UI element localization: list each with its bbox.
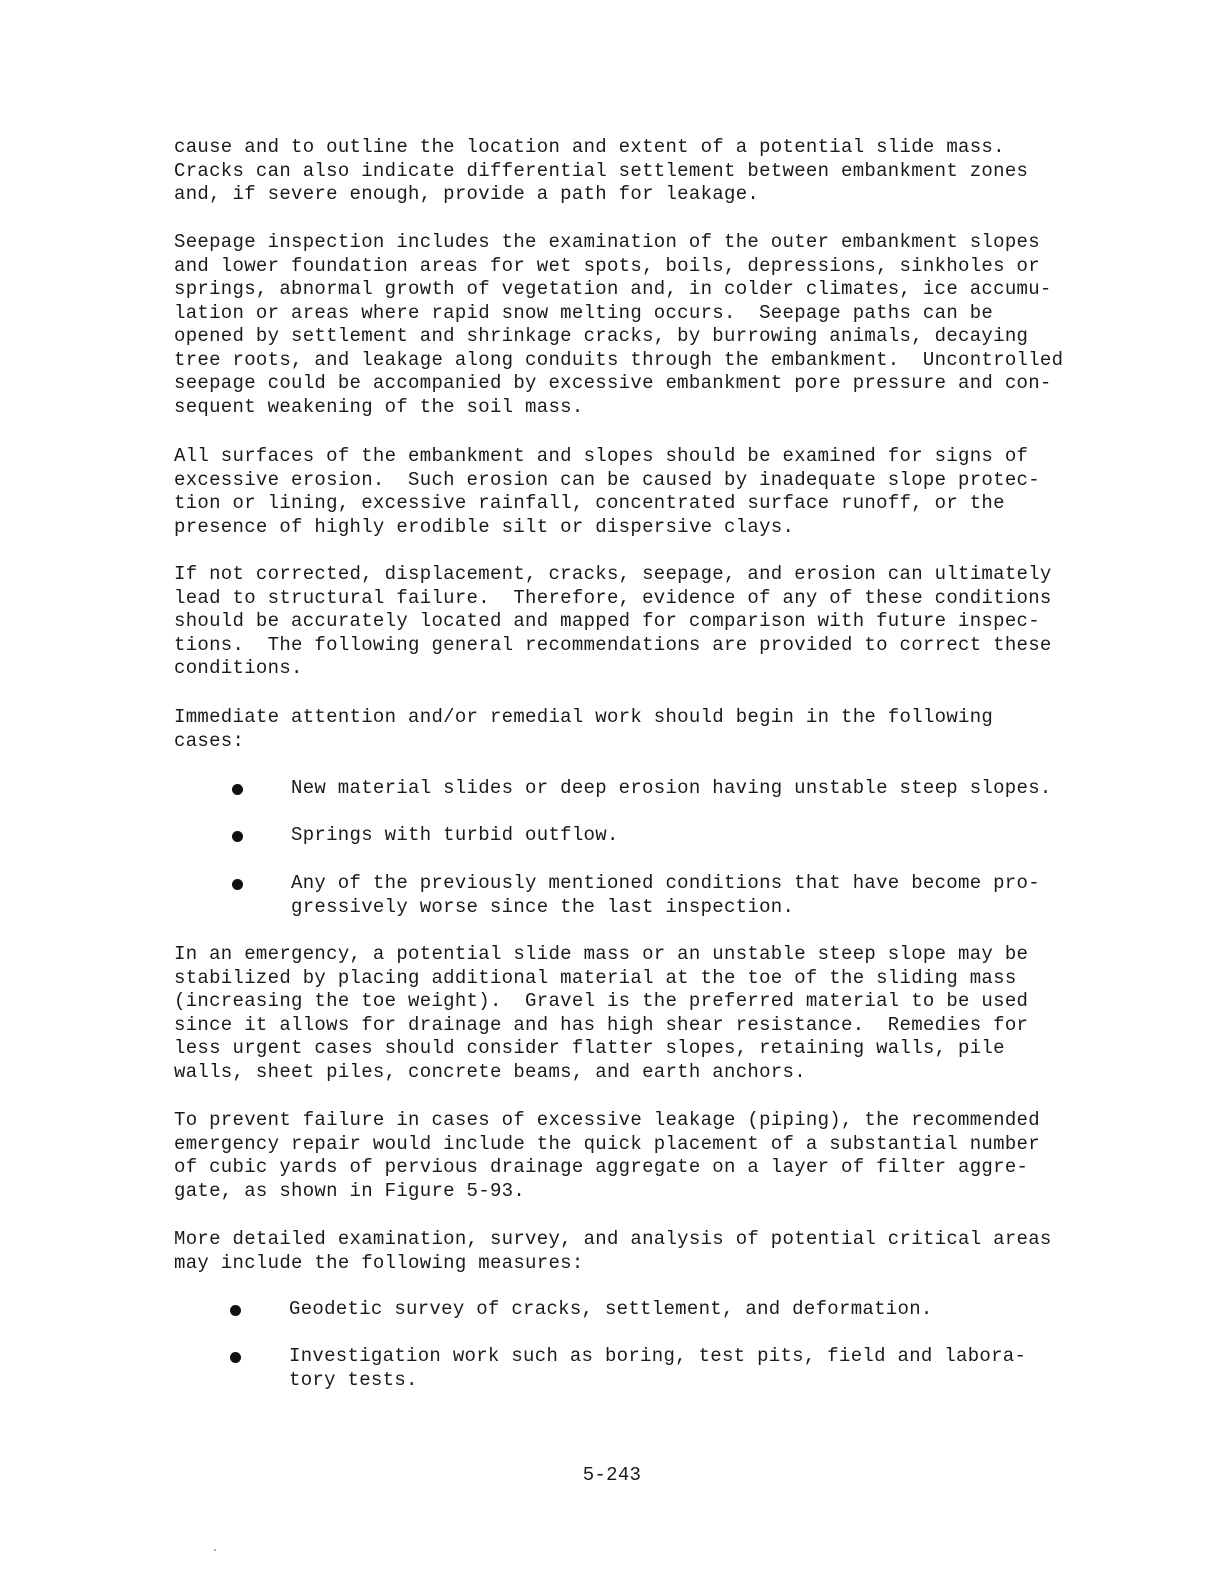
text-line: If not corrected, displacement, cracks, seepage, and erosion can ultimately <box>174 563 1052 585</box>
text-line: walls, sheet piles, concrete beams, and earth anchors. <box>174 1060 806 1083</box>
text-line: Geodetic survey of cracks, settlement, and deformation. <box>289 1298 933 1320</box>
text-line: cause and to outline the location and extent of a potential slide mass. <box>174 136 1005 158</box>
paragraph-leakage <box>174 1109 1079 1203</box>
text-line: New material slides or deep erosion having unstable steep slopes. <box>291 777 1052 799</box>
paragraph-seepage-inspection <box>174 231 1079 419</box>
text-line: gate, as shown in Figure 5-93. <box>174 1179 526 1202</box>
text-line: gressively worse since the last inspection. <box>291 895 795 918</box>
scan-speck <box>214 1549 216 1551</box>
text-line: (increasing the toe weight). Gravel is the preferred material to be used <box>174 990 1029 1012</box>
text-line: less urgent cases should consider flatter slopes, retaining walls, pile <box>174 1037 1005 1059</box>
bullet-icon <box>232 831 243 842</box>
text-line: tion or lining, excessive rainfall, concentrated surface runoff, or the <box>174 492 1005 514</box>
bullet-icon <box>232 784 243 795</box>
paragraph-erosion <box>174 445 1079 539</box>
text-line: conditions. <box>174 657 303 679</box>
text-line: Seepage inspection includes the examination of the outer embankment slopes <box>174 231 1040 253</box>
text-line: stabilized by placing additional material at the toe of the sliding mass <box>174 966 1017 989</box>
text-line: springs, abnormal growth of vegetation and, in colder climates, ice accumu- <box>174 278 1052 300</box>
text-line: presence of highly erodible silt or dispersive clays. <box>174 515 795 538</box>
text-line: Immediate attention and/or remedial work should begin in the following <box>174 706 994 728</box>
text-line: Any of the previously mentioned conditions that have become pro- <box>291 872 1040 894</box>
text-line: Investigation work such as boring, test pits, field and labora- <box>289 1345 1027 1367</box>
text-line: Cracks can also indicate differential settlement between embankment zones <box>174 159 1029 182</box>
text-line: of cubic yards of pervious drainage aggregate on a layer of filter aggre- <box>174 1156 1029 1178</box>
text-line: To prevent failure in cases of excessive leakage (piping), the recommended <box>174 1109 1040 1131</box>
paragraph-emergency <box>174 943 1079 1084</box>
text-line: sequent weakening of the soil mass. <box>174 395 584 418</box>
page-number: 5-243 <box>582 1464 642 1486</box>
text-line: More detailed examination, survey, and analysis of potential critical areas <box>174 1228 1052 1250</box>
text-line: cases: <box>174 729 245 752</box>
bullet-icon <box>232 879 243 890</box>
paragraph-immediate-attention <box>174 706 1079 753</box>
text-line: may include the following measures: <box>174 1251 584 1274</box>
text-line: Springs with turbid outflow. <box>291 824 619 846</box>
text-line: All surfaces of the embankment and slopes should be examined for signs of <box>174 445 1029 467</box>
text-line: seepage could be accompanied by excessive embankment pore pressure and con- <box>174 372 1052 394</box>
text-line: since it allows for drainage and has high shear resistance. Remedies for <box>174 1013 1029 1036</box>
text-line: and lower foundation areas for wet spots, boils, depressions, sinkholes or <box>174 254 1040 277</box>
text-line: should be accurately located and mapped for comparison with future inspec- <box>174 610 1040 632</box>
paragraph-structural-failure <box>174 563 1079 681</box>
text-line: emergency repair would include the quick placement of a substantial number <box>174 1132 1040 1155</box>
text-line: excessive erosion. Such erosion can be caused by inadequate slope protec- <box>174 468 1040 491</box>
bullet-icon <box>230 1305 241 1316</box>
bullet-icon <box>230 1352 241 1363</box>
paragraph-detailed-examination <box>174 1228 1079 1275</box>
text-line: lead to structural failure. Therefore, evidence of any of these conditions <box>174 586 1052 609</box>
text-line: lation or areas where rapid snow melting occurs. Seepage paths can be <box>174 301 994 324</box>
text-line: and, if severe enough, provide a path for leakage. <box>174 183 760 205</box>
text-line: tory tests. <box>289 1368 418 1391</box>
text-line: In an emergency, a potential slide mass or an unstable steep slope may be <box>174 943 1029 965</box>
text-line: opened by settlement and shrinkage cracks, by burrowing animals, decaying <box>174 325 1029 347</box>
paragraph-crack-inspection <box>174 136 1079 207</box>
text-line: tree roots, and leakage along conduits through the embankment. Uncontrolled <box>174 348 1064 371</box>
text-line: tions. The following general recommendations are provided to correct these <box>174 633 1052 656</box>
